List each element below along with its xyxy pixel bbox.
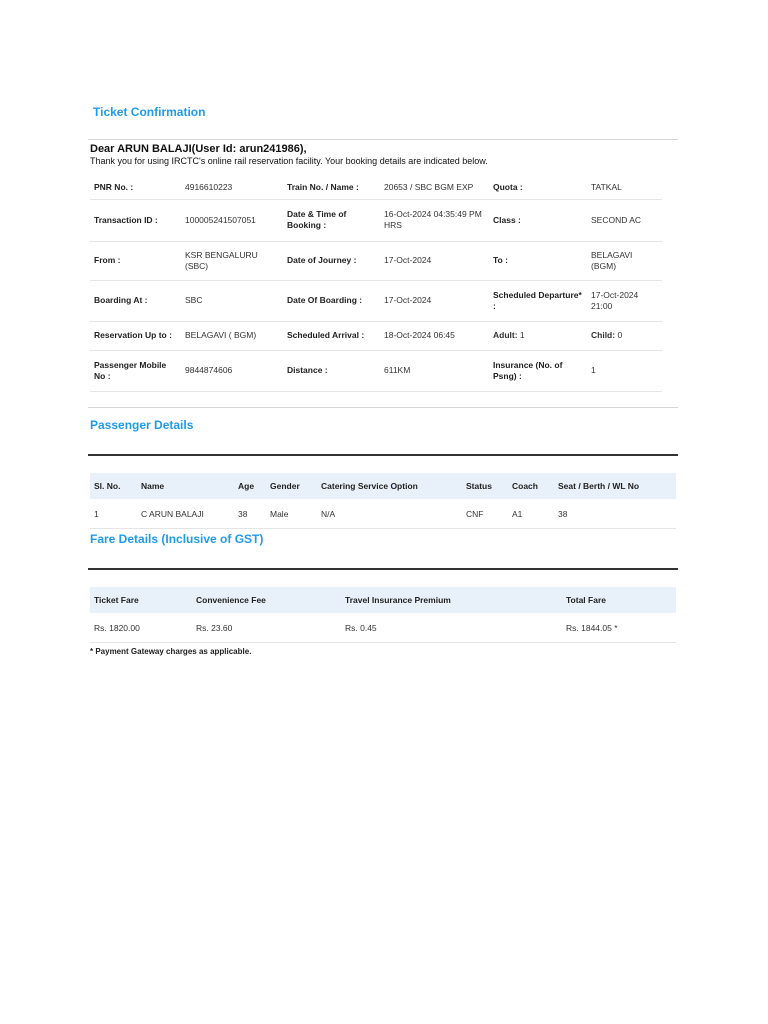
info-row (90, 177, 662, 199)
cell: 38 (234, 499, 266, 529)
ins-value: 1 (587, 350, 662, 391)
pnr-label: PNR No. : (90, 177, 181, 199)
column-header: Age (234, 473, 266, 499)
cell: Rs. 23.60 (192, 613, 341, 643)
dist-label: Distance : (283, 350, 380, 391)
from-label: From : (90, 241, 181, 280)
train-value: 20653 / SBC BGM EXP (380, 177, 489, 199)
txn-value: 100005241507051 (181, 199, 283, 241)
mobile-value: 9844874606 (181, 350, 283, 391)
column-header: Status (462, 473, 508, 499)
resv-value: BELAGAVI ( BGM) (181, 321, 283, 350)
cell: 1 (90, 499, 137, 529)
greeting: Dear ARUN BALAJI(User Id: arun241986), (90, 143, 307, 155)
page-title: Ticket Confirmation (93, 105, 206, 119)
resv-label: Reservation Up to : (90, 321, 181, 350)
cell: Rs. 1844.05 * (562, 613, 676, 643)
dob-value: 17-Oct-2024 (380, 280, 489, 321)
cell: 38 (554, 499, 676, 529)
passenger-table (90, 473, 676, 529)
cell: Rs. 1820.00 (90, 613, 192, 643)
info-row (90, 280, 662, 321)
passenger-section-title: Passenger Details (90, 418, 194, 432)
quota-value: TATKAL (587, 177, 662, 199)
arr-label: Scheduled Arrival : (283, 321, 380, 350)
cell: C ARUN BALAJI (137, 499, 234, 529)
table-row (90, 613, 676, 643)
adult-value: 1 (519, 330, 525, 340)
cell: N/A (317, 499, 462, 529)
column-header: Total Fare (562, 587, 676, 613)
info-row (90, 241, 662, 280)
cell: A1 (508, 499, 554, 529)
mobile-label: Passenger Mobile No : (90, 350, 181, 391)
table-header-row (90, 587, 676, 613)
pnr-value: 4916610223 (181, 177, 283, 199)
column-header: Gender (266, 473, 317, 499)
column-header: Name (137, 473, 234, 499)
class-label: Class : (489, 199, 587, 241)
arr-value: 18-Oct-2024 06:45 (380, 321, 489, 350)
child-value: 0 (617, 330, 623, 340)
booking-label: Date & Time of Booking : (283, 199, 380, 241)
info-row (90, 350, 662, 391)
column-header: Seat / Berth / WL No (554, 473, 676, 499)
info-row (90, 199, 662, 241)
column-header: Sl. No. (90, 473, 137, 499)
thanks-text: Thank you for using IRCTC's online rail reservation facility. Your booking details are indicated below. (90, 156, 488, 166)
column-header: Travel Insurance Premium (341, 587, 562, 613)
divider (88, 454, 678, 456)
cell: CNF (462, 499, 508, 529)
column-header: Catering Service Option (317, 473, 462, 499)
to-label: To : (489, 241, 587, 280)
dist-value: 611KM (380, 350, 489, 391)
column-header: Ticket Fare (90, 587, 192, 613)
adult-label: Adult: (493, 330, 518, 340)
fare-section-title: Fare Details (Inclusive of GST) (90, 532, 264, 546)
doj-value: 17-Oct-2024 (380, 241, 489, 280)
dep-label: Scheduled Departure* : (489, 280, 587, 321)
column-header: Coach (508, 473, 554, 499)
divider (88, 407, 678, 408)
from-value: KSR BENGALURU (SBC) (181, 241, 283, 280)
adult-cell (489, 321, 587, 350)
txn-label: Transaction ID : (90, 199, 181, 241)
column-header: Convenience Fee (192, 587, 341, 613)
fare-table (90, 587, 676, 643)
booking-value: 16-Oct-2024 04:35:49 PM HRS (380, 199, 489, 241)
table-row (90, 499, 676, 529)
divider (88, 139, 678, 140)
child-label: Child: (591, 330, 616, 340)
info-row (90, 321, 662, 350)
to-value: BELAGAVI (BGM) (587, 241, 662, 280)
quota-label: Quota : (489, 177, 587, 199)
cell: Rs. 0.45 (341, 613, 562, 643)
class-value: SECOND AC (587, 199, 662, 241)
booking-info-table (90, 177, 662, 392)
divider (88, 568, 678, 570)
dob-label: Date Of Boarding : (283, 280, 380, 321)
dep-value: 17-Oct-2024 21:00 (587, 280, 662, 321)
payment-note: * Payment Gateway charges as applicable. (90, 647, 252, 656)
boarding-value: SBC (181, 280, 283, 321)
cell: Male (266, 499, 317, 529)
train-label: Train No. / Name : (283, 177, 380, 199)
doj-label: Date of Journey : (283, 241, 380, 280)
boarding-label: Boarding At : (90, 280, 181, 321)
ins-label: Insurance (No. of Psng) : (489, 350, 587, 391)
child-cell (587, 321, 662, 350)
table-header-row (90, 473, 676, 499)
